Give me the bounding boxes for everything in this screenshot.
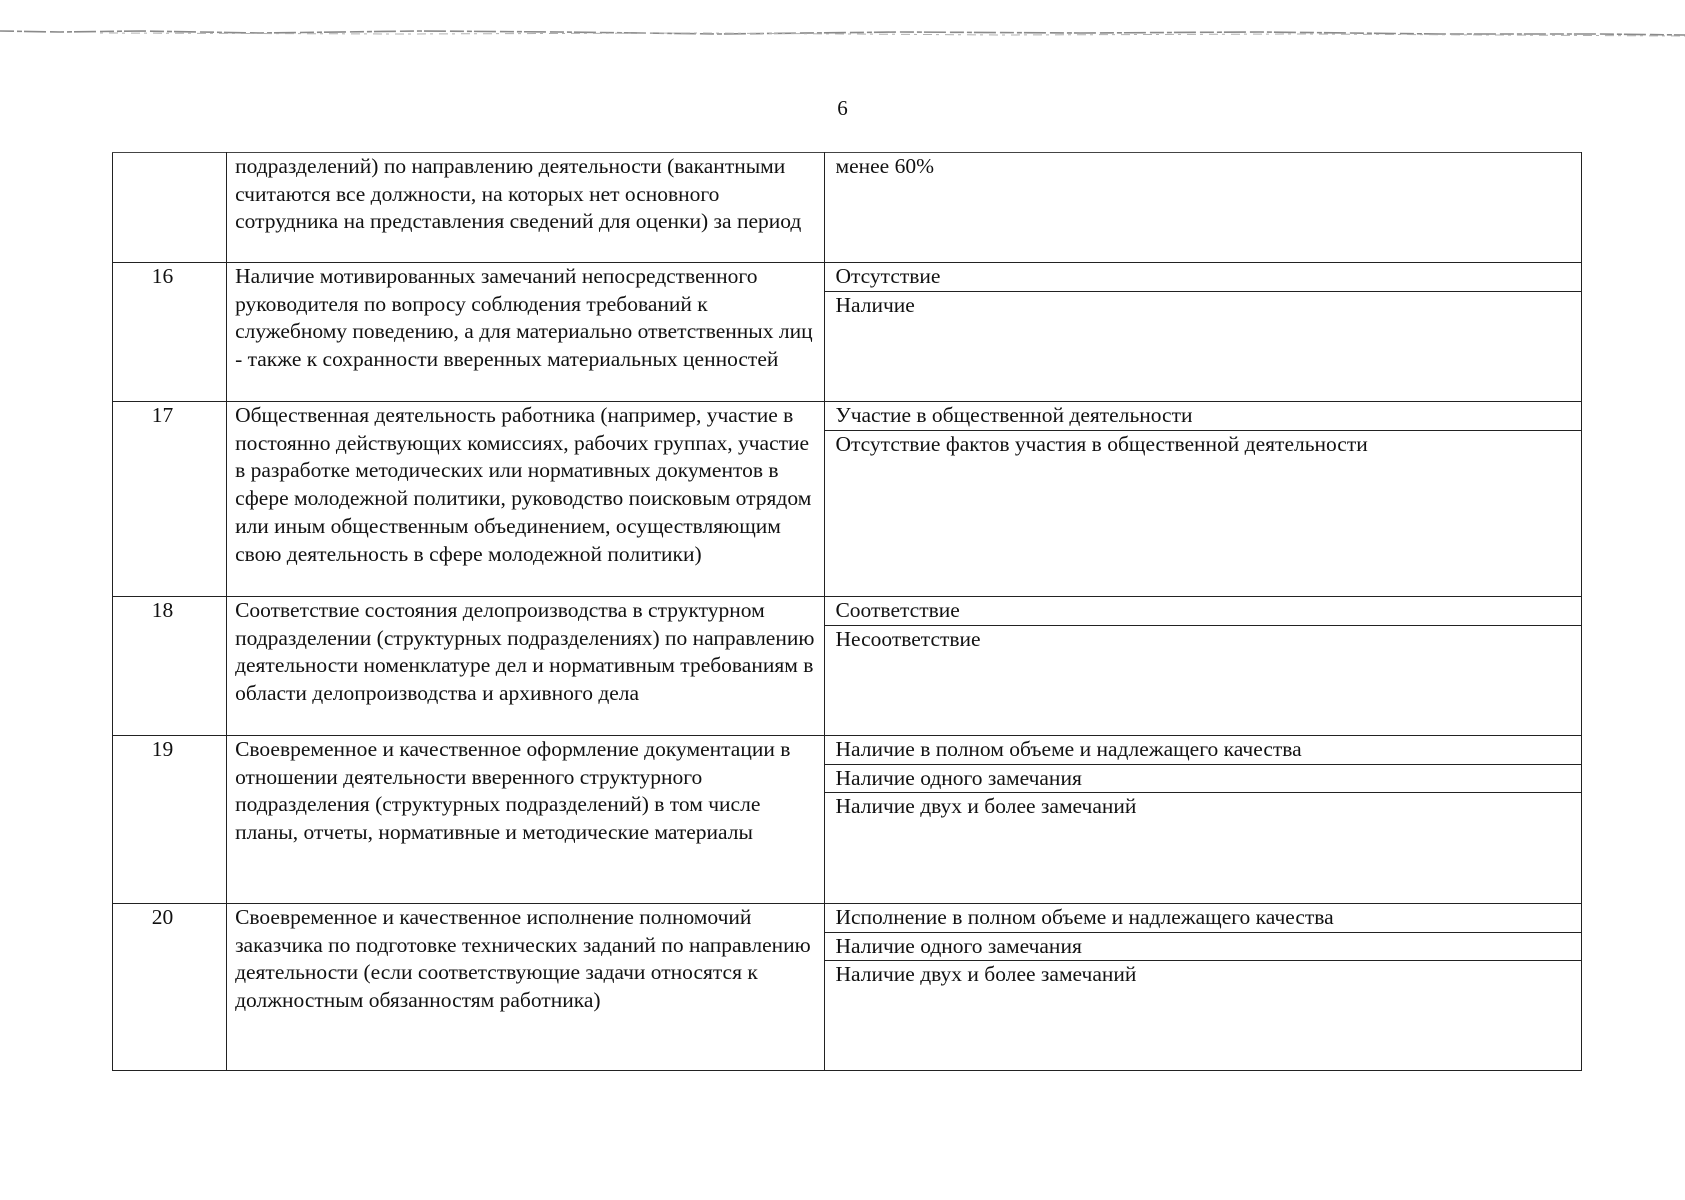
value-option: Исполнение в полном объеме и надлежащего качества	[825, 904, 1581, 933]
values-cell	[825, 263, 1582, 402]
scan-edge-line	[0, 22, 1685, 40]
table-row	[113, 597, 1582, 736]
value-option: Наличие	[835, 292, 915, 317]
value-option: менее 60%	[835, 154, 934, 178]
row-number-cell: 18	[113, 597, 227, 736]
table-row	[113, 153, 1582, 263]
value-option: Соответствие	[825, 597, 1581, 626]
value-option: Наличие двух и более замечаний	[835, 794, 1137, 819]
value-option: Наличие в полном объеме и надлежащего качества	[825, 736, 1581, 765]
row-number-cell: 19	[113, 736, 227, 904]
value-option: Отсутствие фактов участия в общественной деятельности	[835, 431, 1368, 456]
criteria-table	[112, 152, 1582, 1071]
page-number: 6	[837, 96, 848, 120]
value-option: Несоответствие	[835, 626, 981, 651]
criterion-cell: подразделений) по направлению деятельности (вакантными считаются все должности, на которых нет основного сотрудника на представления сведений для оценки) за период	[227, 153, 825, 263]
values-cell	[825, 153, 1582, 263]
row-number-cell: 20	[113, 904, 227, 1071]
value-option: Наличие одного замечания	[825, 765, 1581, 794]
values-cell	[825, 402, 1582, 597]
values-cell	[825, 904, 1582, 1071]
value-option: Наличие одного замечания	[825, 933, 1581, 962]
criterion-cell: Общественная деятельность работника (например, участие в постоянно действующих комиссиях, рабочих группах, участие в разработке методических или нормативных документов в сфере молодежной политики, руководство поисковым отрядом или иным общественным объединением, осуществляющим свою деятельность в сфере молодежной политики)	[227, 402, 825, 597]
row-number-cell: 16	[113, 263, 227, 402]
table-row	[113, 904, 1582, 1071]
criterion-cell: Наличие мотивированных замечаний непосредственного руководителя по вопросу соблюдения требований к служебному поведению, а для материально ответственных лиц - также к сохранности вверенных материальных ценностей	[227, 263, 825, 402]
row-number-cell	[113, 153, 227, 263]
criterion-cell: Соответствие состояния делопроизводства в структурном подразделении (структурных подразделениях) по направлению деятельности номенклатуре дел и нормативным требованиям в области делопроизводства и архивного дела	[227, 597, 825, 736]
table-row	[113, 263, 1582, 402]
criterion-cell: Своевременное и качественное исполнение полномочий заказчика по подготовке технических заданий по направлению деятельности (если соответствующие задачи относятся к должностным обязанностям работника)	[227, 904, 825, 1071]
table-row	[113, 736, 1582, 904]
values-cell	[825, 736, 1582, 904]
value-option: Наличие двух и более замечаний	[835, 962, 1137, 987]
value-option: Отсутствие	[825, 263, 1581, 292]
value-option: Участие в общественной деятельности	[825, 402, 1581, 431]
values-cell	[825, 597, 1582, 736]
table-row	[113, 402, 1582, 597]
criterion-cell: Своевременное и качественное оформление документации в отношении деятельности вверенного структурного подразделения (структурных подразделений) в том числе планы, отчеты, нормативные и методические материалы	[227, 736, 825, 904]
row-number-cell: 17	[113, 402, 227, 597]
